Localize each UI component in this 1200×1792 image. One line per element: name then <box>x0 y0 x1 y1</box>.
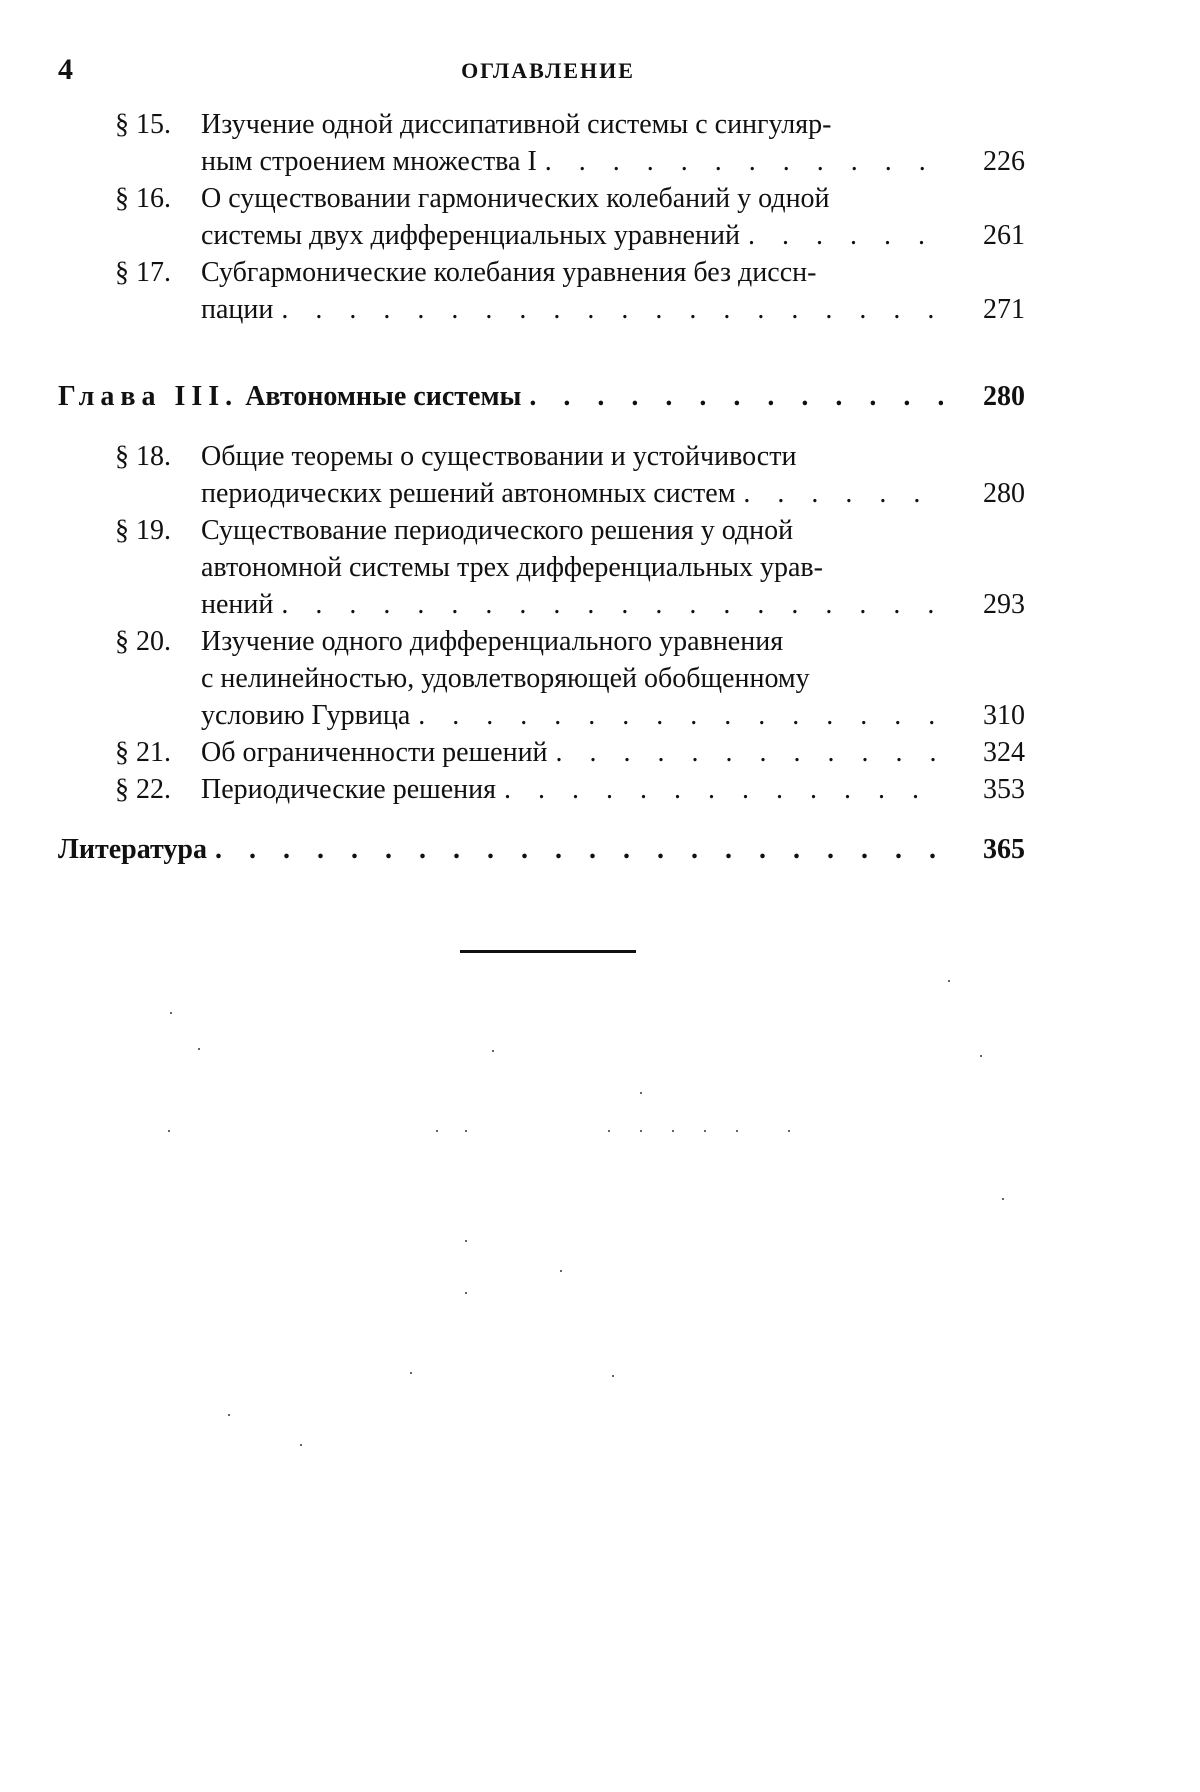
entry-line: О существовании гармонических колебаний у одной <box>201 183 830 214</box>
entry-title-end: Периодические решения <box>201 774 496 805</box>
toc-entry-19[interactable] <box>115 512 1038 623</box>
page-ref: 271 <box>983 294 1025 325</box>
section-number: § 16. <box>115 183 171 214</box>
entry-last-line <box>201 143 951 180</box>
closing-rule <box>460 950 636 953</box>
dot-leader <box>743 475 943 512</box>
section-number: § 17. <box>115 257 171 288</box>
page-ref: 293 <box>983 589 1025 620</box>
scan-speck <box>492 1050 494 1052</box>
entry-line: с нелинейностью, удовлетворяющей обобщенному <box>201 663 810 694</box>
dot-leader <box>215 831 943 868</box>
entry-body <box>201 106 951 180</box>
entry-title-end: условию Гурвица <box>201 700 411 731</box>
entry-body <box>58 831 951 868</box>
entry-body <box>58 378 951 415</box>
running-title: ОГЛАВЛЕНИЕ <box>461 58 635 83</box>
entry-body <box>201 180 951 254</box>
toc-literature[interactable] <box>58 831 1038 868</box>
entry-title-end: нений <box>201 589 274 620</box>
scan-speck <box>560 1270 562 1272</box>
page-ref: 365 <box>983 834 1025 865</box>
dot-leader <box>504 771 943 808</box>
scan-speck <box>170 1012 172 1014</box>
toc-entry-16[interactable] <box>115 180 1038 254</box>
entry-last-line <box>58 831 951 868</box>
toc-entry-15[interactable] <box>115 106 1038 180</box>
entry-last-line <box>201 697 951 734</box>
scan-speck <box>640 1130 642 1132</box>
section-number: § 20. <box>115 626 171 657</box>
page-ref: 353 <box>983 774 1025 805</box>
section-number: § 19. <box>115 515 171 546</box>
dot-leader <box>281 291 943 328</box>
toc-entry-17[interactable] <box>115 254 1038 328</box>
entry-title-end: периодических решений автономных систем <box>201 478 736 509</box>
toc-chapter-3[interactable] <box>58 378 1038 415</box>
section-number: § 22. <box>115 774 171 805</box>
scan-speck <box>465 1292 467 1294</box>
scan-speck <box>410 1372 412 1374</box>
dot-leader <box>556 734 943 771</box>
entry-last-line <box>201 217 951 254</box>
section-number: § 15. <box>115 109 171 140</box>
dot-leader <box>545 143 943 180</box>
entry-last-line <box>201 771 951 808</box>
entry-last-line <box>201 475 951 512</box>
section-number: § 21. <box>115 737 171 768</box>
scan-speck <box>788 1130 790 1132</box>
toc-entry-20[interactable] <box>115 623 1038 734</box>
entry-last-line <box>201 586 951 623</box>
dot-leader <box>529 378 943 415</box>
scan-speck <box>465 1240 467 1242</box>
entry-title-end: системы двух дифференциальных уравнений <box>201 220 740 251</box>
dot-leader <box>281 586 943 623</box>
chapter-title: Автономные системы <box>245 381 522 412</box>
entry-body <box>201 512 951 623</box>
entry-last-line <box>201 291 951 328</box>
entry-line: Субгармонические колебания уравнения без диссн- <box>201 257 817 288</box>
entry-line: Изучение одного дифференциального уравнения <box>201 626 784 657</box>
entry-title-end: пации <box>201 294 274 325</box>
scan-speck <box>1002 1198 1004 1200</box>
entry-last-line <box>201 734 951 771</box>
page-ref: 261 <box>983 220 1025 251</box>
scan-speck <box>436 1130 438 1132</box>
scan-speck <box>672 1130 674 1132</box>
page-ref: 280 <box>983 478 1025 509</box>
toc-entry-22[interactable] <box>115 771 1038 808</box>
scan-speck <box>736 1130 738 1132</box>
entry-line: автономной системы трех дифференциальных урав- <box>201 552 823 583</box>
scan-speck <box>640 1092 642 1094</box>
scan-speck <box>948 980 950 982</box>
entry-line: Существование периодического решения у одной <box>201 515 794 546</box>
scan-speck <box>168 1130 170 1132</box>
scan-speck <box>228 1414 230 1416</box>
scan-speck <box>980 1055 982 1057</box>
entry-line: Общие теоремы о существовании и устойчивости <box>201 441 797 472</box>
toc-entry-21[interactable] <box>115 734 1038 771</box>
page-ref: 226 <box>983 146 1025 177</box>
scan-speck <box>465 1130 467 1132</box>
entry-body <box>201 771 951 808</box>
chapter-label: Глава III. <box>58 381 239 412</box>
entry-body <box>201 734 951 771</box>
scan-speck <box>612 1375 614 1377</box>
entry-title-end: Об ограниченности решений <box>201 737 548 768</box>
page-ref: 324 <box>983 737 1025 768</box>
entry-title-end: ным строением множества I <box>201 146 537 177</box>
toc-entry-18[interactable] <box>115 438 1038 512</box>
entry-body <box>201 438 951 512</box>
entry-body <box>201 623 951 734</box>
page-number: 4 <box>58 53 73 86</box>
literature-title: Литература <box>58 834 207 865</box>
entry-last-line <box>58 378 951 415</box>
section-number: § 18. <box>115 441 171 472</box>
scan-speck <box>608 1130 610 1132</box>
page-ref: 310 <box>983 700 1025 731</box>
entry-body <box>201 254 951 328</box>
entry-line: Изучение одной диссипативной системы с сингуляр- <box>201 109 832 140</box>
scan-speck <box>704 1130 706 1132</box>
scan-speck <box>198 1048 200 1050</box>
dot-leader <box>418 697 943 734</box>
dot-leader <box>748 217 943 254</box>
scan-speck <box>300 1444 302 1446</box>
page-ref: 280 <box>983 381 1025 412</box>
